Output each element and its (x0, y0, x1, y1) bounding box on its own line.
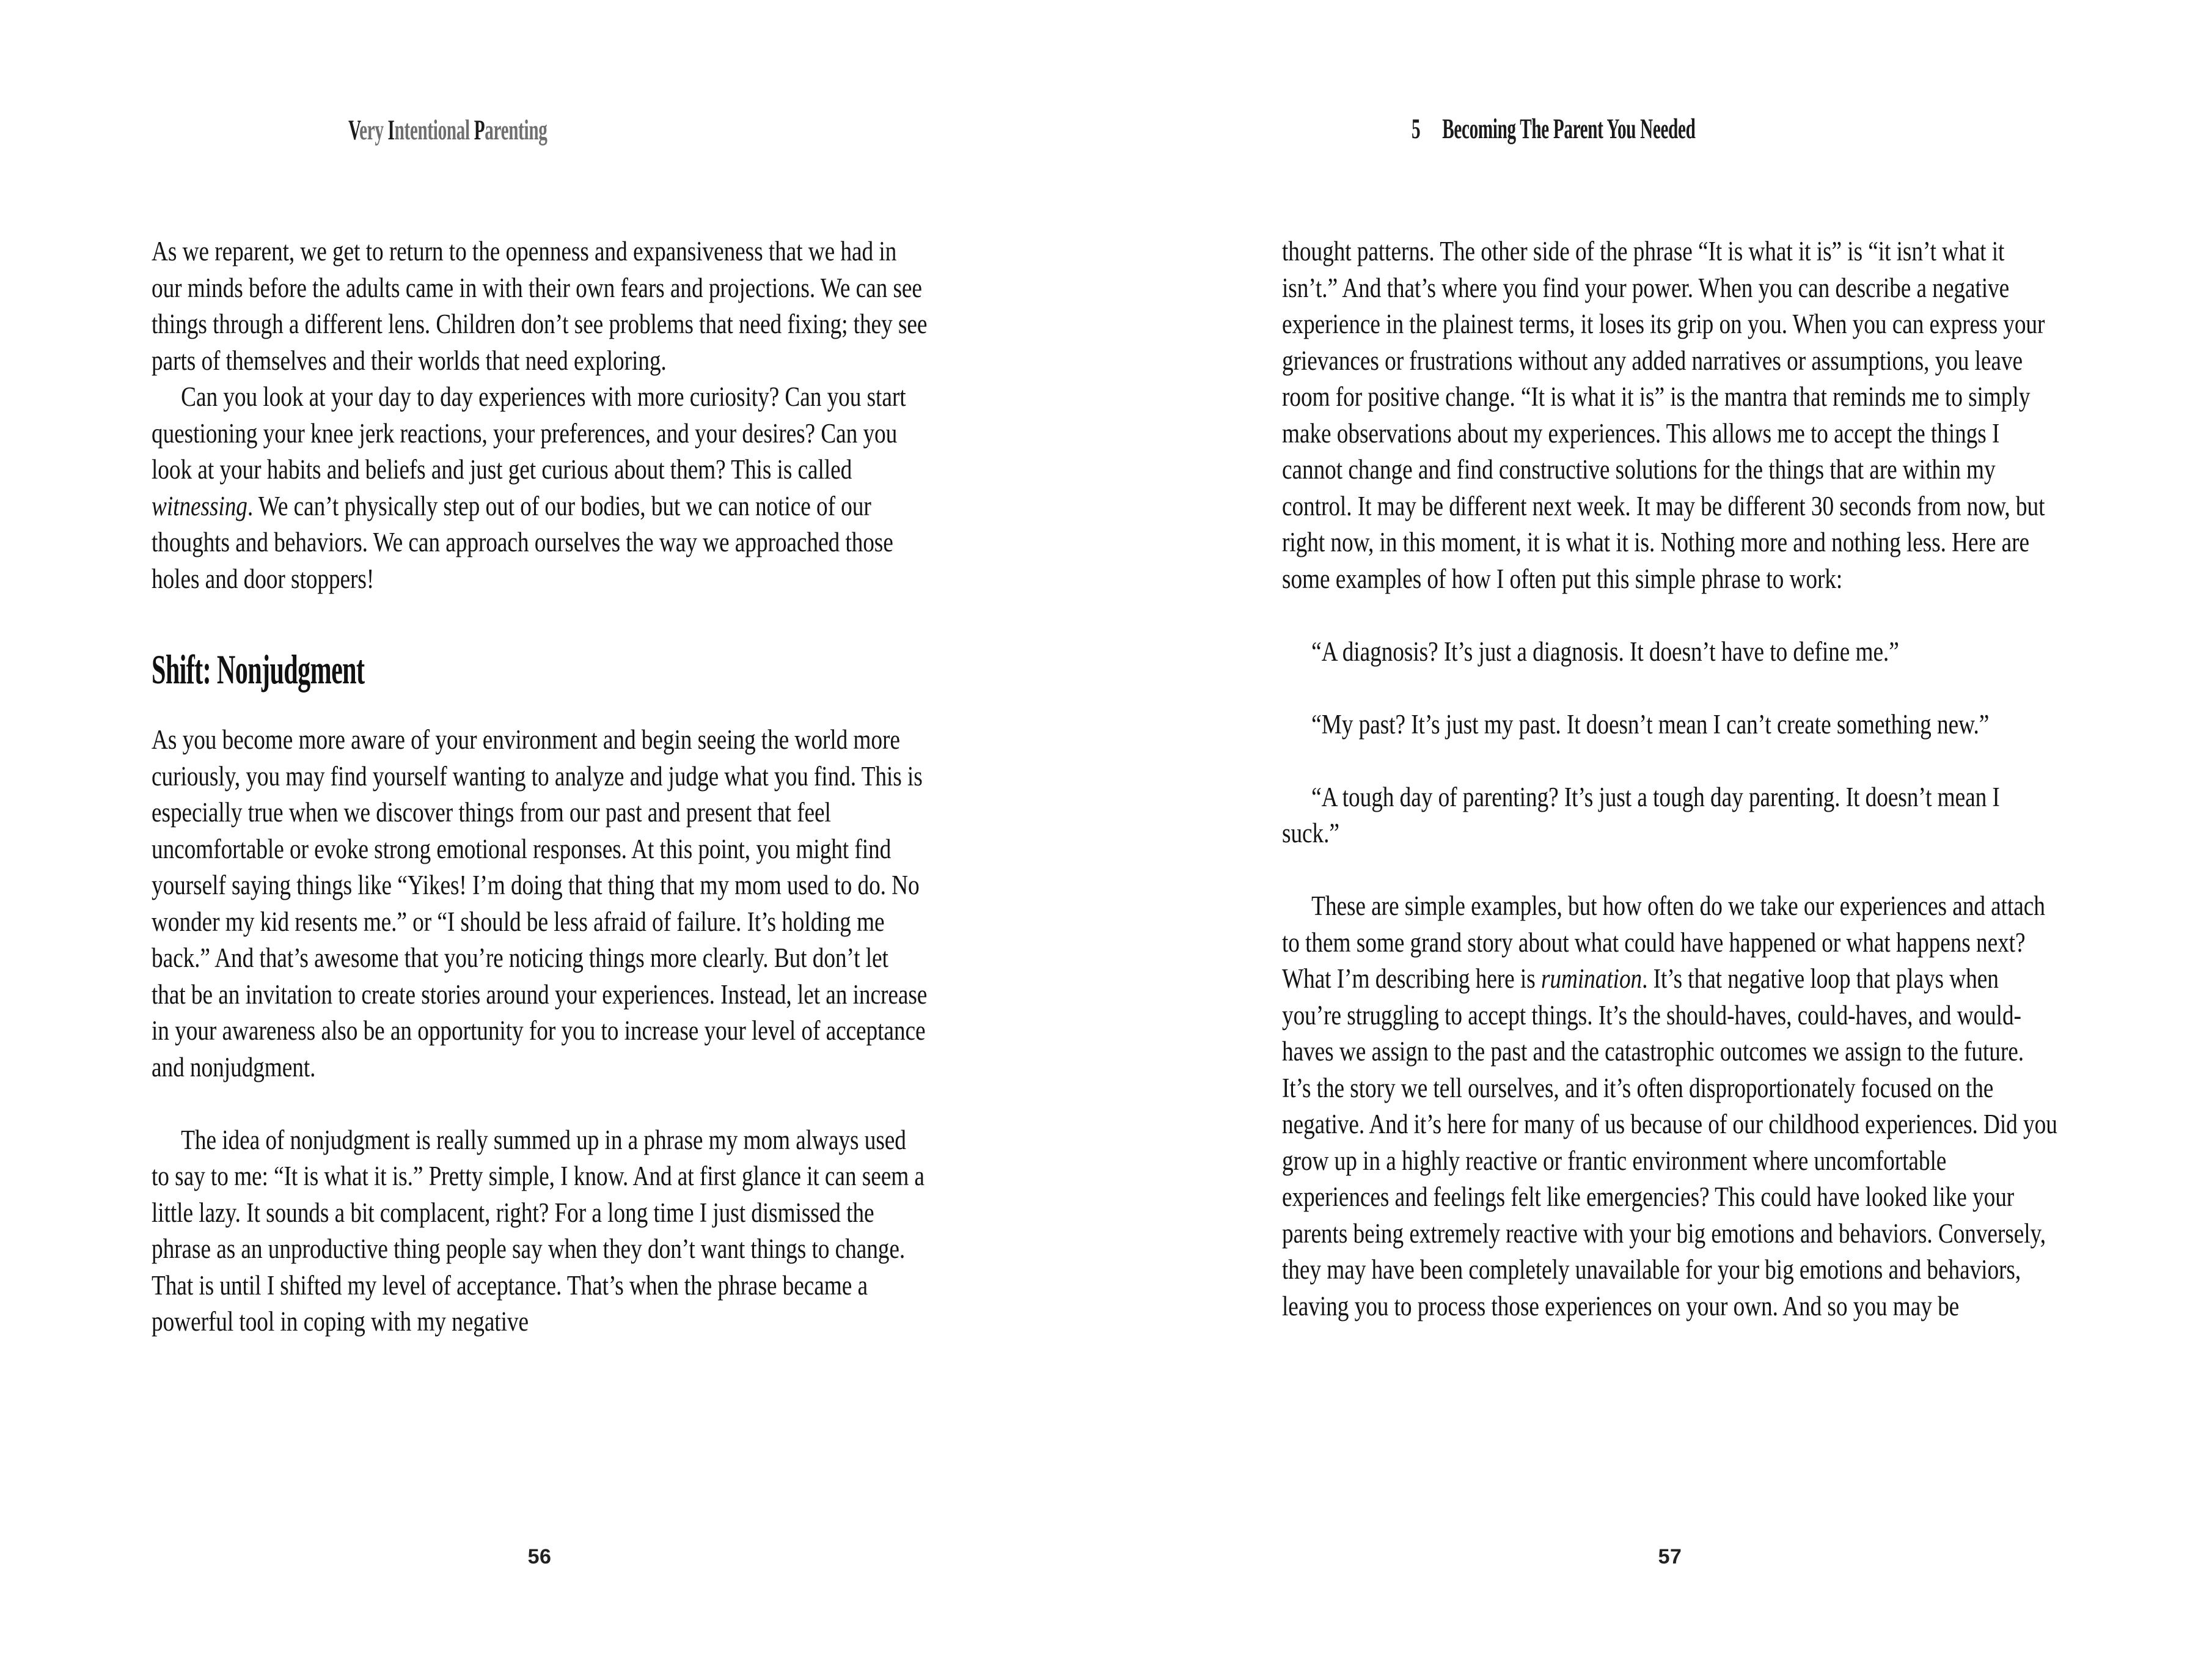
paragraph: The idea of nonjudgment is really summed up in a phrase my mom always used to say to me: “It is what it is.” Pretty simple, I know. And at first glance it can seem a little lazy. It sounds a bit complacent, right? For a long time I just dismissed the phrase as an unproductive thing people say when they don’t want things to change. That is until I shifted my level of acceptance. That’s when the phrase became a powerful tool in coping with my negative (152, 1124, 925, 1337)
paragraph-text: . It’s that negative loop that plays when you’re struggling to accept things. It’s the should-haves, could-haves, and would-haves we assign to the past and the catastrophic outcomes we assign to the future. It’s the story we tell ourselves, and it’s often disproportionately focused on the negative. And it’s here for many of us because of our childhood experiences. Did you grow up in a highly reactive or frantic environment where uncomfortable experiences and feelings felt like emergencies? This could have looked like your parents being extremely reactive with your big emotions and behaviors. Conversely, they may have been completely unavailable for your big emotions and behaviors, leaving you to process those experiences on your own. And so you may be (1282, 963, 2057, 1321)
section-heading-block (152, 597, 928, 722)
paragraph-text: Can you look at your day to day experiences with more curiosity? Can you start questioning your knee jerk reactions, your preferences, and your desires? Can you look at your habits and beliefs and just get curious about them? This is called (152, 381, 906, 485)
running-head-recto (1412, 115, 1696, 144)
emphasis-rumination: rumination (1540, 963, 1643, 994)
paragraph-text: . We can’t physically step out of our bodies, but we can notice of our thoughts and behaviors. We can approach ourselves the way we approached those holes and door stoppers! (152, 490, 893, 594)
section-heading: Shift: Nonjudgment (152, 646, 365, 693)
running-heads (0, 111, 2212, 166)
verso-text-column (152, 233, 928, 1340)
running-head-verso-text-3: arenting (485, 114, 548, 146)
example-quote: “My past? It’s just my past. It doesn’t mean I can’t create something new.” (1311, 708, 1990, 740)
page-number-verso: 56 (527, 1545, 552, 1568)
running-head-verso-text-1: ery (359, 114, 388, 146)
running-head-verso (348, 116, 547, 145)
paragraph: As we reparent, we get to return to the openness and expansiveness that we had in our minds before the adults came in with their own fears and projections. We can see things through a different lens. Children don’t see problems that need fixing; they see parts of themselves and their worlds that need exploring. (152, 236, 928, 376)
chapter-number: 5 (1412, 113, 1421, 145)
example-quote: “A tough day of parenting? It’s just a tough day parenting. It doesn’t mean I suck.” (1282, 781, 2000, 848)
paragraph (1282, 888, 2058, 1324)
emphasis-witnessing: witnessing (152, 490, 247, 521)
paragraph: thought patterns. The other side of the phrase “It is what it is” is “it isn’t what it isn’t.” And that’s where you find your power. When you can describe a negative experience in the plainest terms, it loses its grip on you. When you can express your grievances or frustrations without any added narratives or assumptions, you leave room for positive change. “It is what it is” is the mantra that reminds me to simply make observations about my experiences. This allows me to accept the things I cannot change and find constructive solutions for the things that are within my control. It may be different next week. It may be different 30 seconds from now, but right now, in this moment, it is what it is. Nothing more and nothing less. Here are some examples of how I often put this simple phrase to work: (1282, 236, 2045, 594)
paragraph (152, 379, 928, 597)
page-number-recto: 57 (1658, 1545, 1682, 1568)
running-head-verso-letter-i: I (387, 114, 395, 146)
example-quote: “A diagnosis? It’s just a diagnosis. It doesn’t have to define me.” (1311, 636, 1899, 667)
running-head-verso-letter-p: P (474, 114, 485, 146)
paragraph: As you become more aware of your environment and begin seeing the world more curiously, you may find yourself wanting to analyze and judge what you find. This is especially true when we discover things from our past and present that feel uncomfortable or evoke strong emotional responses. At this point, you might find yourself saying things like “Yikes! I’m doing that thing that my mom used to do. No wonder my kid resents me.” or “I should be less afraid of failure. It’s holding me back.” And that’s awesome that you’re noticing things more clearly. But don’t let that be an invitation to create stories around your experiences. Instead, let an increase in your awareness also be an opportunity for you to increase your level of acceptance and nonjudgment. (152, 724, 928, 1082)
paragraph-text: These are simple examples, but how often do we take our experiences and attach to them some grand story about what could have happened or what happens next? What I’m describing here is (1282, 891, 2045, 994)
running-head-verso-text-2: ntentional (394, 114, 474, 146)
chapter-title: Becoming The Parent You Needed (1442, 113, 1696, 145)
recto-text-column (1282, 233, 2058, 1324)
running-head-verso-letter-v: V (348, 114, 360, 146)
